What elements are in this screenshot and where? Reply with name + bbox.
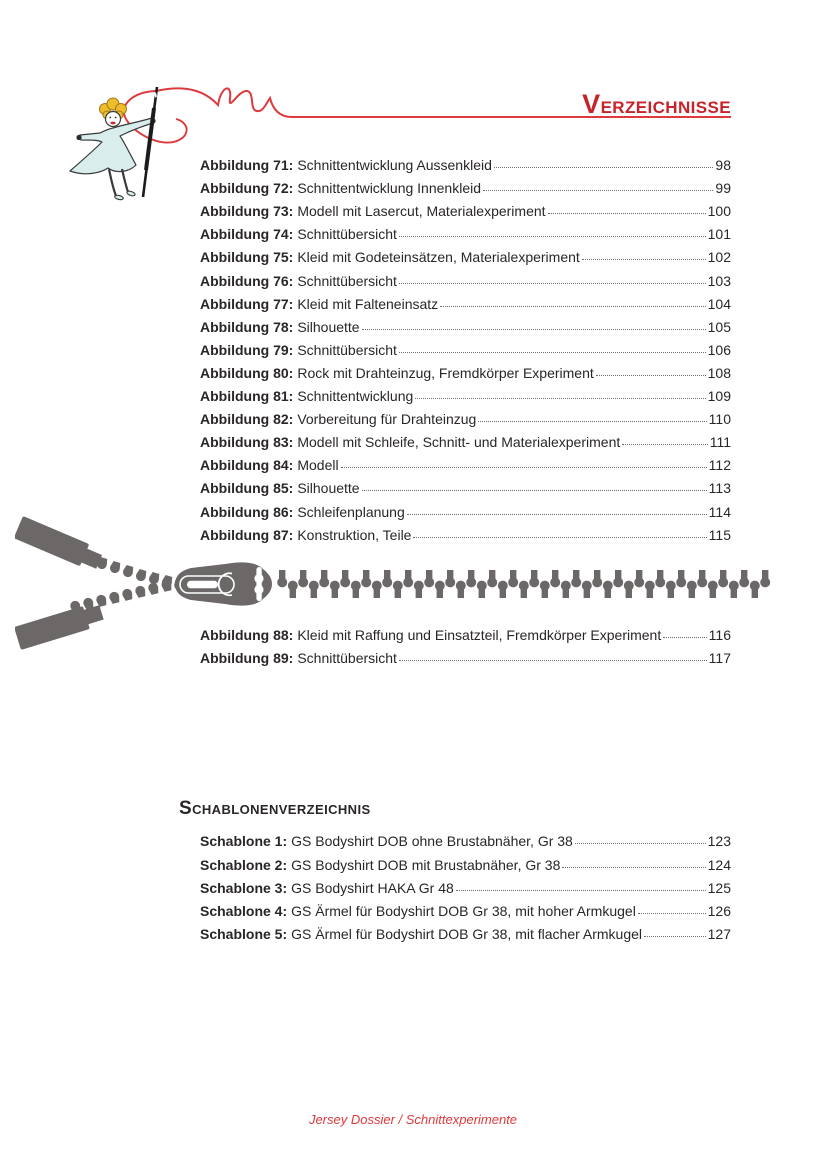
templates-list <box>200 826 731 942</box>
entry-label: Abbildung 85: <box>200 480 294 497</box>
entry-title: Modell mit Schleife, Schnitt- und Materialexperiment <box>297 434 621 451</box>
entry-page-number: 109 <box>707 388 731 405</box>
entry-label: Schablone 5: <box>200 926 288 943</box>
toc-entry <box>200 473 731 496</box>
page-title: VERZEICHNISSE <box>582 89 731 119</box>
leg-icon <box>109 169 116 196</box>
entry-title: Schnittentwicklung <box>297 388 414 405</box>
templates-section-title: SCHABLONENVERZEICHNIS <box>179 798 371 819</box>
dot-leader <box>399 236 706 237</box>
entry-page-number: 123 <box>707 833 731 850</box>
toc-entry <box>200 896 731 919</box>
entry-page-number: 102 <box>707 249 731 266</box>
toc-entry <box>200 450 731 473</box>
toc-entry <box>200 312 731 335</box>
entry-title: Schnittentwicklung Innenkleid <box>297 180 481 197</box>
toc-entry <box>200 196 731 219</box>
entry-title: Konstruktion, Teile <box>297 526 412 543</box>
toc-entry <box>200 873 731 896</box>
entry-label: Abbildung 81: <box>200 388 294 405</box>
entry-label: Abbildung 71: <box>200 157 294 174</box>
entry-page-number: 126 <box>707 903 731 920</box>
toc-entry <box>200 265 731 288</box>
entry-label: Schablone 1: <box>200 833 288 850</box>
entry-label: Schablone 2: <box>200 856 288 873</box>
entry-page-number: 103 <box>707 272 731 289</box>
entry-title: Modell <box>297 457 339 474</box>
entry-page-number: 115 <box>708 526 731 543</box>
entry-label: Abbildung 84: <box>200 457 294 474</box>
dot-leader <box>644 936 706 937</box>
entry-page-number: 110 <box>708 411 731 428</box>
figures-list-bottom <box>200 620 731 666</box>
toc-entry <box>200 150 731 173</box>
dot-leader <box>548 213 706 214</box>
toc-entry <box>200 643 731 666</box>
entry-page-number: 117 <box>708 650 731 667</box>
zipper-teeth-band <box>277 570 771 598</box>
entry-label: Abbildung 82: <box>200 411 294 428</box>
dot-leader <box>663 637 706 638</box>
dot-leader <box>622 444 707 445</box>
toc-entry <box>200 242 731 265</box>
dot-leader <box>362 329 706 330</box>
entry-page-number: 127 <box>707 926 731 943</box>
entry-title: GS Bodyshirt HAKA Gr 48 <box>291 879 454 896</box>
entry-title: Silhouette <box>297 480 360 497</box>
dot-leader <box>562 867 705 868</box>
entry-label: Abbildung 80: <box>200 364 294 381</box>
figures-list-top <box>200 150 731 543</box>
entry-label: Abbildung 75: <box>200 249 294 266</box>
toc-entry <box>200 404 731 427</box>
entry-page-number: 108 <box>707 364 731 381</box>
entry-label: Schablone 4: <box>200 903 288 920</box>
entry-label: Abbildung 79: <box>200 341 294 358</box>
entry-title: GS Ärmel für Bodyshirt DOB Gr 38, mit flacher Armkugel <box>291 926 643 943</box>
entry-label: Abbildung 74: <box>200 226 294 243</box>
toc-entry <box>200 427 731 450</box>
entry-label: Abbildung 87: <box>200 526 294 543</box>
entry-page-number: 114 <box>708 503 731 520</box>
entry-label: Abbildung 78: <box>200 318 294 335</box>
entry-title: GS Bodyshirt DOB ohne Brustabnäher, Gr 38 <box>291 833 573 850</box>
toc-entry <box>200 289 731 312</box>
entry-label: Abbildung 76: <box>200 272 294 289</box>
dot-leader <box>415 398 705 399</box>
entry-title: Kleid mit Falteneinsatz <box>297 295 439 312</box>
entry-label: Abbildung 86: <box>200 503 294 520</box>
entry-page-number: 101 <box>707 226 731 243</box>
entry-page-number: 125 <box>707 879 731 896</box>
entry-title: GS Bodyshirt DOB mit Brustabnäher, Gr 38 <box>291 856 561 873</box>
entry-title: GS Ärmel für Bodyshirt DOB Gr 38, mit hoher Armkugel <box>291 903 636 920</box>
toc-entry <box>200 620 731 643</box>
entry-page-number: 111 <box>709 434 731 451</box>
entry-title: Schnittentwicklung Aussenkleid <box>297 157 492 174</box>
entry-title: Schnittübersicht <box>297 226 397 243</box>
dot-leader <box>494 167 714 168</box>
entry-page-number: 113 <box>708 480 731 497</box>
entry-label: Abbildung 77: <box>200 295 294 312</box>
toc-entry <box>200 358 731 381</box>
toc-entry <box>200 219 731 242</box>
entry-label: Schablone 3: <box>200 879 288 896</box>
dot-leader <box>399 660 707 661</box>
toc-entry <box>200 335 731 358</box>
dot-leader <box>483 190 713 191</box>
entry-label: Abbildung 83: <box>200 434 294 451</box>
hand-icon <box>76 135 81 140</box>
leg-icon <box>122 169 128 192</box>
toc-entry <box>200 849 731 872</box>
dot-leader <box>575 843 706 844</box>
dot-leader <box>399 283 706 284</box>
entry-page-number: 112 <box>708 457 731 474</box>
dot-leader <box>341 467 707 468</box>
entry-label: Abbildung 88: <box>200 627 294 644</box>
entry-page-number: 105 <box>707 318 731 335</box>
dot-leader <box>478 421 706 422</box>
entry-label: Abbildung 72: <box>200 180 294 197</box>
toc-entry <box>200 826 731 849</box>
foot-icon <box>126 190 135 196</box>
lips-icon <box>110 122 115 125</box>
toc-entry <box>200 919 731 942</box>
entry-title: Schnittübersicht <box>297 272 397 289</box>
footer-text: Jersey Dossier / Schnittexperimente <box>308 1112 518 1127</box>
dot-leader <box>456 890 706 891</box>
toc-entry <box>200 173 731 196</box>
entry-title: Silhouette <box>297 318 360 335</box>
foot-icon <box>114 195 123 201</box>
dot-leader <box>399 352 706 353</box>
dot-leader <box>582 259 706 260</box>
entry-page-number: 100 <box>707 203 731 220</box>
entry-title: Modell mit Lasercut, Materialexperiment <box>297 203 546 220</box>
entry-title: Rock mit Drahteinzug, Fremdkörper Experiment <box>297 364 594 381</box>
dot-leader <box>638 913 706 914</box>
entry-page-number: 116 <box>708 627 731 644</box>
entry-title: Schleifenplanung <box>297 503 405 520</box>
entry-label: Abbildung 73: <box>200 203 294 220</box>
dot-leader <box>362 490 707 491</box>
toc-entry <box>200 381 731 404</box>
entry-title: Schnittübersicht <box>297 650 397 667</box>
dot-leader <box>596 375 706 376</box>
entry-label: Abbildung 89: <box>200 650 294 667</box>
entry-page-number: 104 <box>707 295 731 312</box>
entry-page-number: 99 <box>715 180 731 197</box>
entry-title: Schnittübersicht <box>297 341 397 358</box>
entry-title: Kleid mit Godeteinsätzen, Materialexperiment <box>297 249 580 266</box>
entry-page-number: 124 <box>707 856 731 873</box>
entry-page-number: 106 <box>707 341 731 358</box>
entry-title: Vorbereitung für Drahteinzug <box>297 411 477 428</box>
entry-title: Kleid mit Raffung und Einsatzteil, Fremdkörper Experiment <box>297 627 662 644</box>
dot-leader <box>440 306 705 307</box>
entry-page-number: 98 <box>715 157 731 174</box>
